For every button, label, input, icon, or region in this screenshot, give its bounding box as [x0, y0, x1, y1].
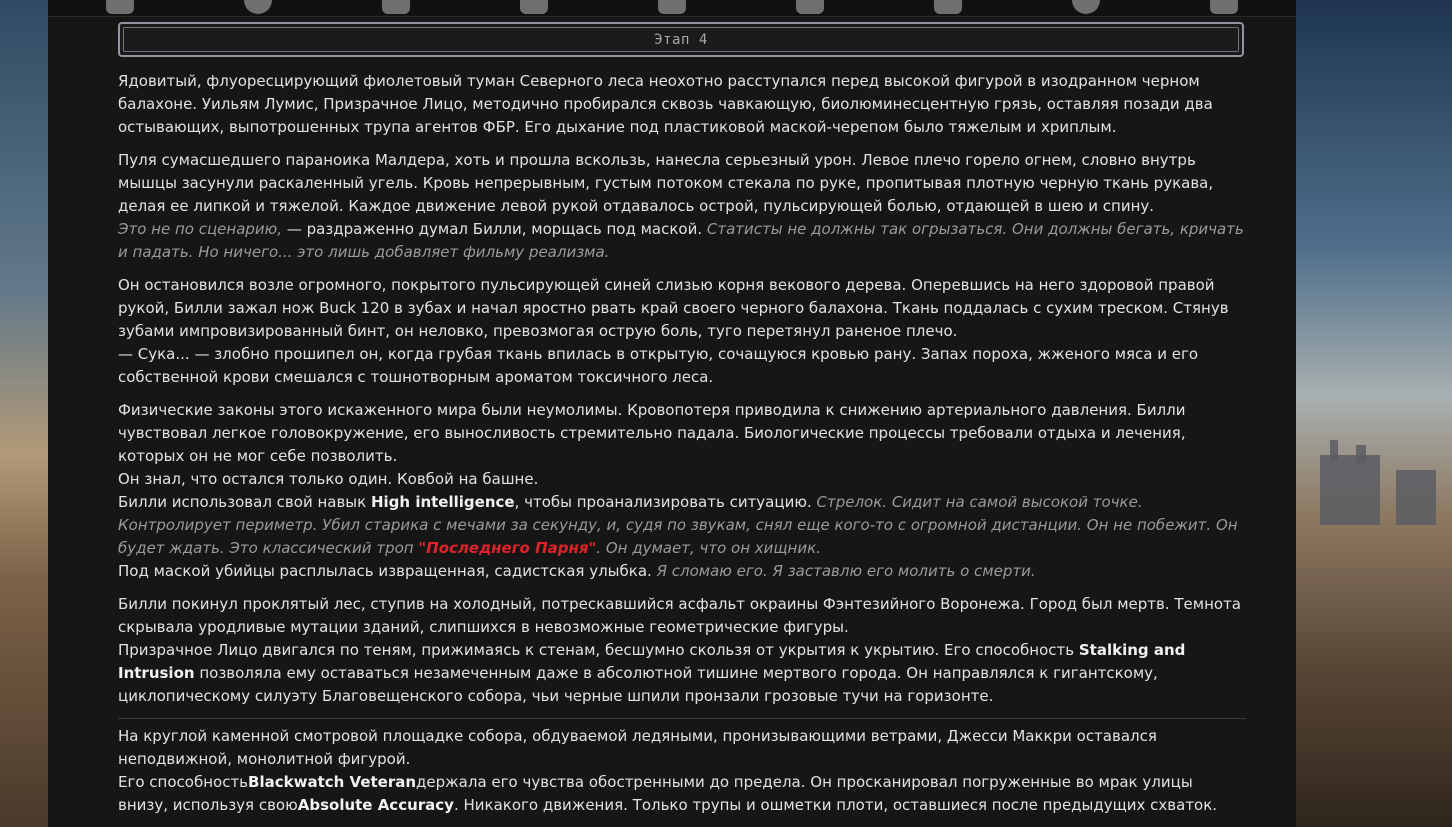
story-panel — [48, 0, 1296, 827]
skill-name: Absolute Accuracy — [297, 796, 454, 814]
toolbar — [48, 0, 1296, 17]
paragraph: Он остановился возле огромного, покрытого пульсирующей синей слизью корня векового дерева. Оперевшись на него здоровой правой рукой, Билли зажал нож Buck 120 в зубах и начал яростно рвать край своего черного балахона. Ткань поддалась с сухим треском. Стянув зубами импровизированный бинт, он неловко, превозмогая острую боль, туго перетянул раненое плечо. — Сука... — злобно прошипел он, когда грубая ткань впилась в открытую, сочащуюся кровью рану. Запах пороха, жженого мяса и его собственной крови смешался с тошнотворным ароматом токсичного леса. — [118, 276, 1229, 386]
book-icon[interactable] — [520, 0, 548, 14]
paragraph: Пуля сумасшедшего параноика Малдера, хоть и прошла вскользь, нанесла серьезный урон. Левое плечо горело огнем, словно внутрь мышцы засунули раскаленный угель. Кровь непрерывным, густым потоком стекала по руке, пропитывая плотную черную ткань рукава, делая ее липкой и тяжелой. Каждое движение левой рукой отдавалось острой, пульсирующей болью, отдающей в шею и спину. Это не по сценарию, — раздраженно думал Билли, морщась под маской. Статисты не должны так огрызаться. Они должны бегать, кричать и падать. Но ничего... это лишь добавляет фильму реализма. — [118, 151, 1244, 261]
story-text — [118, 70, 1246, 827]
background-right — [1296, 0, 1452, 827]
divider — [118, 718, 1246, 719]
chat-icon[interactable] — [796, 0, 824, 14]
paragraph: Ядовитый, флуоресцирующий фиолетовый туман Северного леса неохотно расступался перед высокой фигурой в изодранном черном балахоне. Уильям Лумис, Призрачное Лицо, методично пробирался сквозь чавкающую, биолюминесцентную грязь, оставляя позади два остывающих, выпотрошенных трупа агентов ФБР. Его дыхание под пластиковой маской-черепом было тяжелым и хриплым. — [118, 72, 1213, 136]
tools-icon[interactable] — [106, 0, 134, 14]
paragraph: Физические законы этого искаженного мира были неумолимы. Кровопотеря приводила к снижению артериального давления. Билли чувствовал легкое головокружение, его выносливость стремительно падала. Биологические процессы требовали отдыха и лечения, которых он не мог себе позволить. Он знал, что остался только один. Ковбой на башне. Билли использовал свой навык High intelligence, чтобы проанализировать ситуацию. Стрелок. Сидит на самой высокой точке. Контролирует периметр. Убил старика с мечами за секунду, и, судя по звукам, снял еще кого-то с огромной дистанции. Он не побежит. Он будет ждать. Это классический троп "Последнего Парня". Он думает, что он хищник. Под маской убийцы расплылась извращенная, садистская улыбка. Я сломаю его. Я заставлю его молить о смерти. — [118, 401, 1238, 580]
stage-header — [118, 22, 1244, 57]
skill-name: High intelligence — [370, 493, 515, 511]
highlight-text: "Последнего Парня" — [418, 539, 597, 557]
settings-icon[interactable] — [658, 0, 686, 14]
profile-icon[interactable] — [1210, 0, 1238, 14]
background-left — [0, 0, 48, 827]
smile-icon[interactable] — [1072, 0, 1100, 14]
paragraph: На круглой каменной смотровой площадке собора, обдуваемой ледяными, пронизывающими ветрами, Джесси Маккри оставался неподвижной, монолитной фигурой. Его способностьBlackwatch Veteranдержала его чувства обостренными до предела. Он просканировал погруженные во мрак улицы внизу, используя своюAbsolute Accuracy. Никакого движения. Только трупы и ошметки плоти, оставшиеся после предыдущих схваток. — [118, 727, 1218, 814]
pin-icon[interactable] — [244, 0, 272, 14]
text-icon[interactable] — [382, 0, 410, 14]
paragraph: Билли покинул проклятый лес, ступив на холодный, потрескавшийся асфальт окраины Фэнтезийного Воронежа. Город был мертв. Темнота скрывала уродливые мутации зданий, слипшихся в невозможные геометрические фигуры. Призрачное Лицо двигался по теням, прижимаясь к стенам, бесшумно скользя от укрытия к укрытию. Его способность Stalking and Intrusion позволяла ему оставаться незамеченным даже в абсолютной тишине мертвого города. Он направлялся к гигантскому, циклопическому силуэту Благовещенского собора, чьи черные шпили пронзали грозовые тучи на горизонте. — [118, 595, 1241, 705]
stage-label: Этап 4 — [123, 27, 1239, 52]
map-icon[interactable] — [934, 0, 962, 14]
skill-name: Stalking and Intrusion — [118, 641, 1186, 682]
skill-name: Blackwatch Veteran — [248, 773, 417, 791]
